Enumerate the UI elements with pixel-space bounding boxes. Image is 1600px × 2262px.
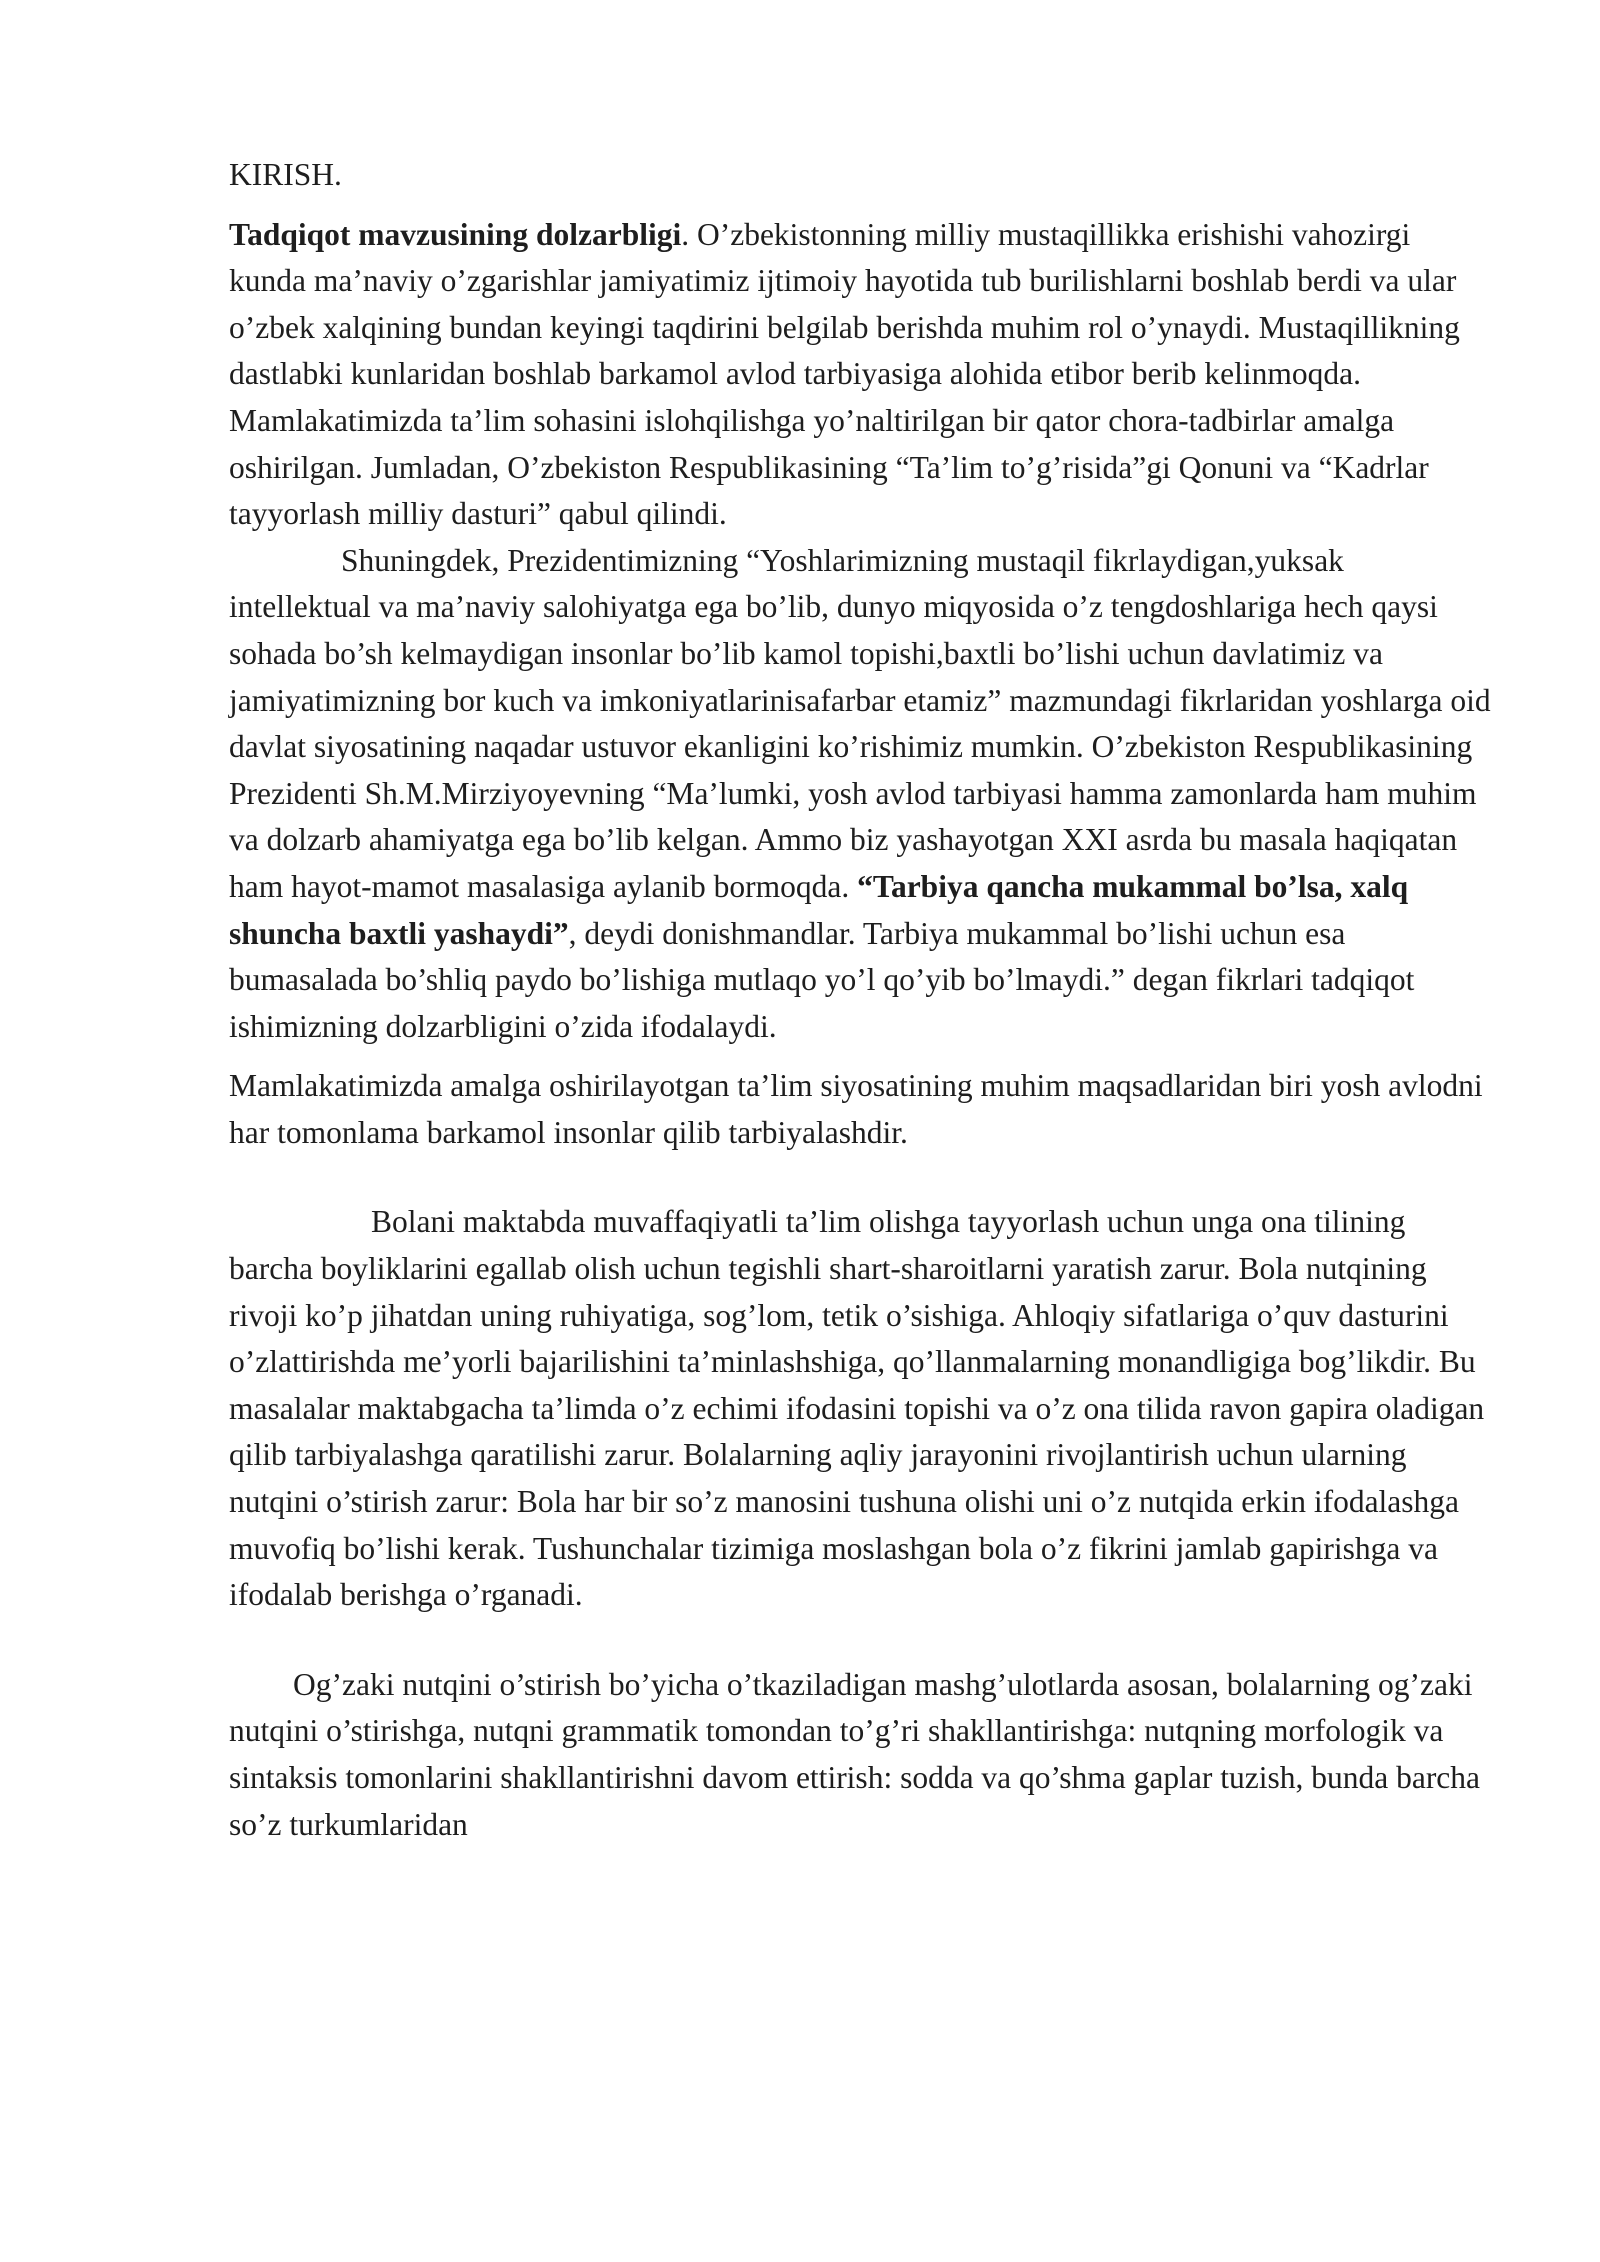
paragraph-policy-goal: Mamlakatimizda amalga oshirilayotgan ta’lim siyosatining muhim maqsadlaridan biri yosh avlodni har tomonlama barkamol insonlar qilib tarbiyalashdir. <box>229 1068 1483 1150</box>
paragraph-president-text-after: , deydi donishmandlar. Tarbiya mukammal bo’lishi uchun esa bumasalada bo’shliq paydo bo’lishiga mutlaqo yo’l qo’yib bo’lmaydi.” degan fikrlari tadqiqot ishimizning dolzarbligini o’zida ifodalaydi. <box>229 915 1415 1044</box>
paragraph-relevance-lead: Tadqiqot mavzusining dolzarbligi <box>229 216 682 252</box>
paragraph-relevance-text: . O’zbekistonning milliy mustaqillikka erishishi vahozirgi kunda ma’naviy o’zgarishlar jamiyatimiz ijtimoiy hayotida tub burilishlarni boshlab berdi va ular o’zbek xalqining bundan keyingi taqdirini belgilab berishda muhim rol o’ynaydi. Mustaqillikning dastlabki kunlaridan boshlab barkamol avlod tarbiyasiga alohida etibor berib kelinmoqda. Mamlakatimizda ta’lim sohasini islohqilishga yo’naltirilgan bir qator chora-tadbirlar amalga oshirilgan. Jumladan, O’zbekiston Respublikasining “Ta’lim to’g’risida”gi Qonuni va “Kadrlar tayyorlash milliy dasturi” qabul qilindi. <box>229 216 1460 532</box>
paragraph-school-readiness: Bolani maktabda muvaffaqiyatli ta’lim olishga tayyorlash uchun unga ona tilining barcha boyliklarini egallab olish uchun tegishli shart-sharoitlarni yaratish zarur. Bola nutqining rivoji ko’p jihatdan uning ruhiyatiga, sog’lom, tetik o’sishiga. Ahloqiy sifatlariga o’quv dasturini o’zlattirishda me’yorli bajarilishini ta’minlashshiga, qo’llanmalarning monandligiga bog’likdir. Bu masalalar maktabgacha ta’limda o’z echimi ifodasini topishi va o’z ona tilida ravon gapira oladigan qilib tarbiyalashga qaratilishi zarur. Bolalarning aqliy jarayonini rivojlantirish uchun ularning nutqini o’stirish zarur: Bola har bir so’z manosini tushuna olishi uni o’z nutqida erkin ifodalashga muvofiq bo’lishi kerak. Tushunchalar tizimiga moslashgan bola o’z fikrini jamlab gapirishga va ifodalab berishga o’rganadi. <box>229 1204 1485 1613</box>
section-heading: KIRISH. <box>229 157 342 192</box>
paragraph-president-text-before: Shuningdek, Prezidentimizning “Yoshlarimizning mustaqil fikrlaydigan,yuksak intellektual va ma’naviy salohiyatga ega bo’lib, dunyo miqyosida o’z tengdoshlariga hech qaysi sohada bo’sh kelmaydigan insonlar bo’lib kamol topishi,baxtli bo’lishi uchun davlatimiz va jamiyatimizning bor kuch va imkoniyatlarinisafarbar etamiz” mazmundagi fikrlaridan yoshlarga oid davlat siyosatining naqadar ustuvor ekanligini ko’rishimiz mumkin. O’zbekiston Respublikasining Prezidenti Sh.M.Mirziyoyevning “Ma’lumki, yosh avlod tarbiyasi hamma zamonlarda ham muhim va dolzarb ahamiyatga ega bo’lib kelgan. Ammo biz yashayotgan XXI asrda bu masala haqiqatan ham hayot-mamot masalasiga aylanib bormoqda. <box>229 542 1491 904</box>
document-body <box>229 152 1491 1848</box>
paragraph-president-quote <box>229 538 1491 1051</box>
paragraph-relevance <box>229 212 1491 538</box>
paragraph-president-bold-quote: “Tarbiya qancha mukammal bo’lsa, xalq shuncha baxtli yashaydi” <box>229 868 1409 951</box>
paragraph-oral-speech: Og’zaki nutqini o’stirish bo’yicha o’tkaziladigan mashg’ulotlarda asosan, bolalarning og’zaki nutqini o’stirishga, nutqni grammatik tomondan to’g’ri shakllantirishga: nutqning morfologik va sintaksis tomonlarini shakllantirishni davom ettirish: sodda va qo’shma gaplar tuzish, bunda barcha so’z turkumlaridan <box>229 1666 1481 1842</box>
